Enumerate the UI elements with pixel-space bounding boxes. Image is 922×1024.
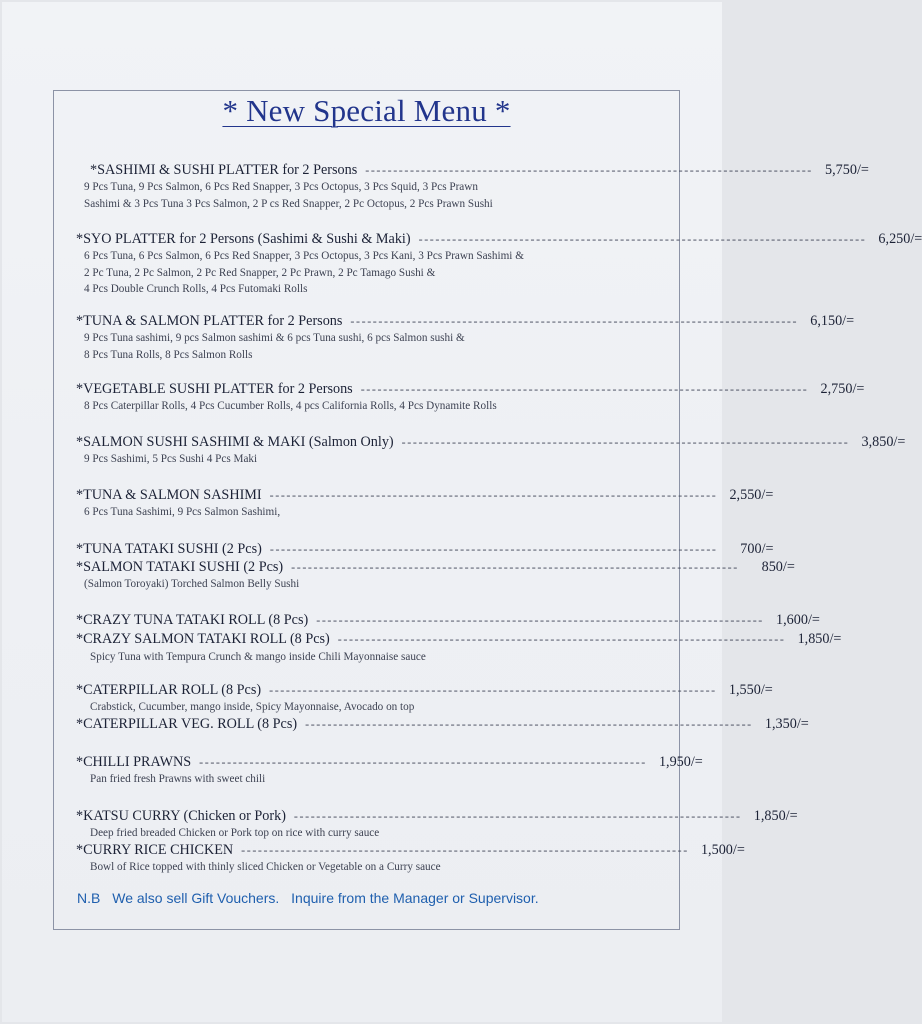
menu-item-tuna-tataki-sushi: * TUNA TATAKI SUSHI (2 Pcs) -------------------------------------------------------------------------------- 700/= <box>76 541 774 557</box>
menu-item-caterpillar-veg-roll: * CATERPILLAR VEG. ROLL (8 Pcs) -------------------------------------------------------------------------------- 1,350/= <box>76 716 809 732</box>
menu-item-tuna-salmon-platter: * TUNA & SALMON PLATTER for 2 Persons -------------------------------------------------------------------------------- 6,150/= <box>76 313 855 329</box>
gift-voucher-text: We also sell Gift Vouchers. <box>112 890 280 906</box>
item-description: 8 Pcs Caterpillar Rolls, 4 Pcs Cucumber Rolls, 4 pcs California Rolls, 4 Pcs Dynamite Rolls <box>84 400 497 412</box>
gift-voucher-note <box>77 890 547 906</box>
inquire-text: Inquire from the Manager or Supervisor. <box>291 890 539 906</box>
menu-item-chilli-prawns: * CHILLI PRAWNS -------------------------------------------------------------------------------- 1,950/= <box>76 754 703 770</box>
menu-item-tuna-salmon-sashimi: * TUNA & SALMON SASHIMI -------------------------------------------------------------------------------- 2,550/= <box>76 487 774 503</box>
item-description: Spicy Tuna with Tempura Crunch & mango inside Chili Mayonnaise sauce <box>90 651 426 663</box>
menu-item-sashimi-sushi-platter: * SASHIMI & SUSHI PLATTER for 2 Persons -------------------------------------------------------------------------------- 5,750/= <box>90 162 869 178</box>
menu-item-syo-platter: * SYO PLATTER for 2 Persons (Sashimi & Sushi & Maki) -------------------------------------------------------------------------------- 6,250/= <box>76 231 922 247</box>
page-title: * New Special Menu * <box>222 93 511 128</box>
item-description: 9 Pcs Tuna sashimi, 9 pcs Salmon sashimi & 6 pcs Tuna sushi, 6 pcs Salmon sushi & 8 Pcs Tuna Rolls, 8 Pcs Salmon Rolls <box>84 332 465 361</box>
item-description: Crabstick, Cucumber, mango inside, Spicy Mayonnaise, Avocado on top <box>90 701 415 713</box>
item-description: 6 Pcs Tuna, 6 Pcs Salmon, 6 Pcs Red Snapper, 3 Pcs Octopus, 3 Pcs Kani, 3 Pcs Prawn Sashimi & 2 Pc Tuna, 2 Pc Salmon, 2 Pc Red Snapper, 2 Pc Prawn, 2 Pc Tamago Sushi & 4 Pcs Double Crunch Rolls, 4 Pcs Futomaki Rolls <box>84 250 524 295</box>
item-description: Bowl of Rice topped with thinly sliced Chicken or Vegetable on a Curry sauce <box>90 861 441 873</box>
menu-item-salmon-tataki-sushi: * SALMON TATAKI SUSHI (2 Pcs) -------------------------------------------------------------------------------- 850/= <box>76 559 795 575</box>
menu-item-crazy-tuna-tataki-roll: * CRAZY TUNA TATAKI ROLL (8 Pcs) -------------------------------------------------------------------------------- 1,600/= <box>76 612 820 628</box>
item-description: Deep fried breaded Chicken or Pork top on rice with curry sauce <box>90 827 380 839</box>
menu-item-katsu-curry: * KATSU CURRY (Chicken or Pork) -------------------------------------------------------------------------------- 1,850/= <box>76 808 798 824</box>
menu-item-caterpillar-roll: * CATERPILLAR ROLL (8 Pcs) -------------------------------------------------------------------------------- 1,550/= <box>76 682 773 698</box>
item-description: (Salmon Toroyaki) Torched Salmon Belly Sushi <box>84 578 300 590</box>
item-description: 9 Pcs Tuna, 9 Pcs Salmon, 6 Pcs Red Snapper, 3 Pcs Octopus, 3 Pcs Squid, 3 Pcs Prawn Sashimi & 3 Pcs Tuna 3 Pcs Salmon, 2 P cs Red Snapper, 2 Pc Octopus, 2 Pcs Prawn Sushi <box>84 181 493 210</box>
item-description: 9 Pcs Sashimi, 5 Pcs Sushi 4 Pcs Maki <box>84 453 258 465</box>
menu-item-vegetable-sushi-platter: * VEGETABLE SUSHI PLATTER for 2 Persons -------------------------------------------------------------------------------- 2,750/= <box>76 381 865 397</box>
nb-label: N.B <box>77 890 101 906</box>
item-description: Pan fried fresh Prawns with sweet chili <box>90 773 266 785</box>
menu-item-crazy-salmon-tataki-roll: * CRAZY SALMON TATAKI ROLL (8 Pcs) -------------------------------------------------------------------------------- 1,850/= <box>76 631 842 647</box>
menu-item-curry-rice-chicken: * CURRY RICE CHICKEN -------------------------------------------------------------------------------- 1,500/= <box>76 842 745 858</box>
item-description: 6 Pcs Tuna Sashimi, 9 Pcs Salmon Sashimi, <box>84 506 281 518</box>
menu-item-salmon-sushi-sashimi-maki: * SALMON SUSHI SASHIMI & MAKI (Salmon Only) -------------------------------------------------------------------------------- 3,850/= <box>76 434 906 450</box>
